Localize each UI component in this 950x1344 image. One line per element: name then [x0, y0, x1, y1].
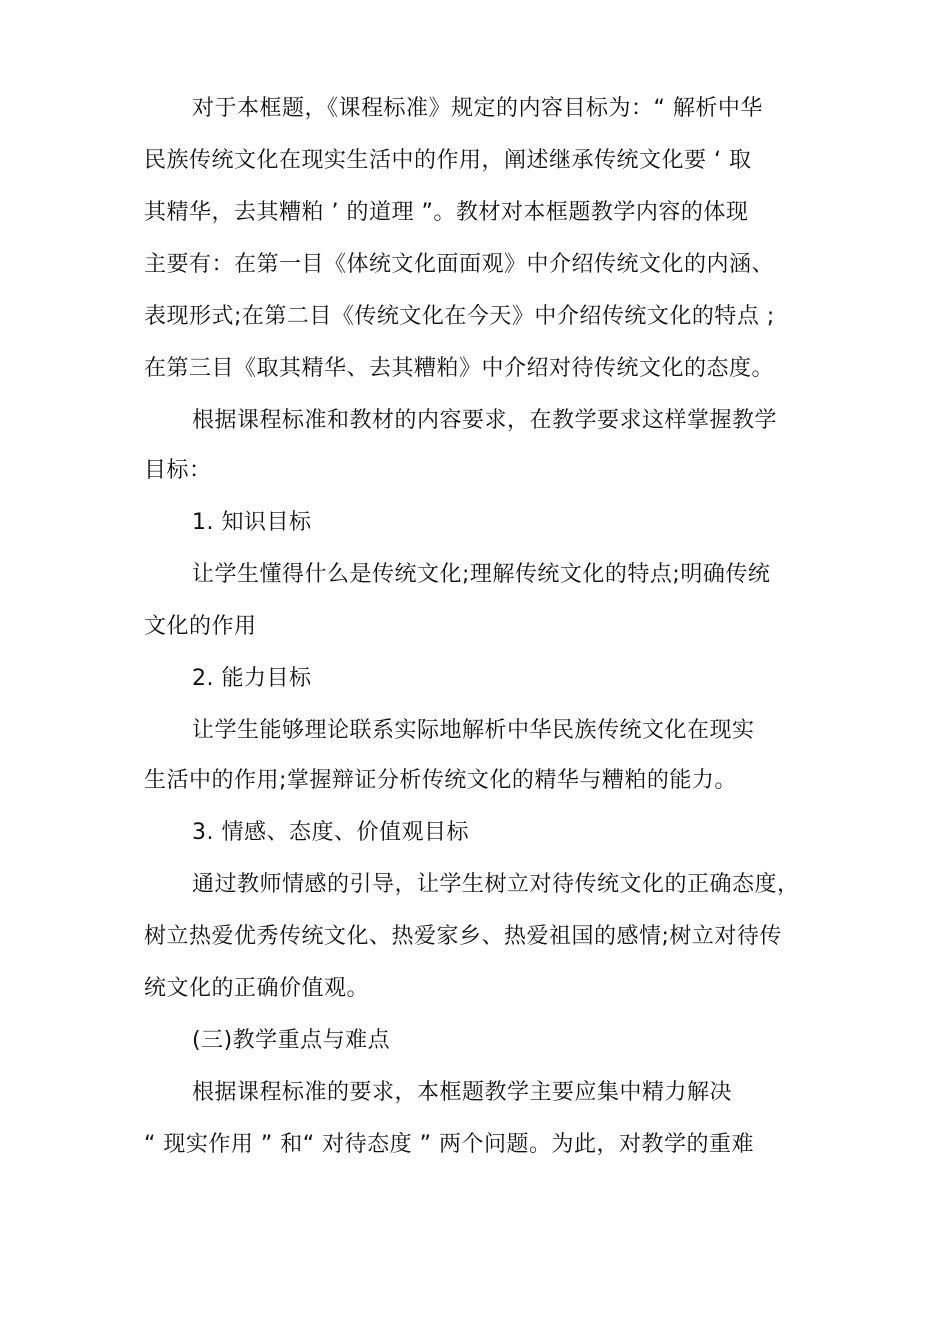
text-line: 树立热爱优秀传统文化、热爱家乡、热爱祖国的感情;树立对待传 [144, 924, 782, 949]
section-heading: 2. 能力目标 [192, 666, 312, 691]
text-line: 让学生懂得什么是传统文化;理解传统文化的特点;明确传统 [192, 562, 771, 587]
text-line: 根据课程标准和教材的内容要求，在教学要求这样掌握教学 [192, 408, 778, 433]
section-heading: 1. 知识目标 [192, 510, 312, 535]
text-line: 文化的作用 [144, 614, 257, 639]
text-line: 统文化的正确价值观。 [144, 976, 370, 1001]
text-line: 目标： [144, 458, 212, 483]
text-line: 让学生能够理论联系实际地解析中华民族传统文化在现实 [192, 718, 755, 743]
text-line: 生活中的作用;掌握辩证分析传统文化的精华与糟粕的能力。 [144, 768, 737, 793]
text-line: 表现形式;在第二目《传统文化在今天》中介绍传统文化的特点 ; [144, 304, 775, 329]
section-heading: 3. 情感、态度、价值观目标 [192, 820, 469, 845]
text-line: 对于本框题，《课程标准》规定的内容目标为：“ 解析中华 [192, 96, 763, 121]
text-line: 在第三目《取其精华、去其糟粕》中介绍对待传统文化的态度。 [144, 356, 775, 381]
text-line: 主要有：在第一目《体统文化面面观》中介绍传统文化的内涵、 [144, 252, 775, 277]
text-line: 根据课程标准的要求，本框题教学主要应集中精力解决 [192, 1080, 733, 1105]
text-line: “ 现实作用 ” 和“ 对待态度 ” 两个问题。为此，对教学的重难 [144, 1132, 755, 1157]
section-heading: (三)教学重点与难点 [192, 1028, 391, 1053]
text-line: 其精华，去其糟粕 ’ 的道理 ”。教材对本框题教学内容的体现 [144, 200, 749, 225]
text-line: 通过教师情感的引导，让学生树立对待传统文化的正确态度， [192, 872, 800, 897]
text-line: 民族传统文化在现实生活中的作用，阐述继承传统文化要 ‘ 取 [144, 148, 752, 173]
